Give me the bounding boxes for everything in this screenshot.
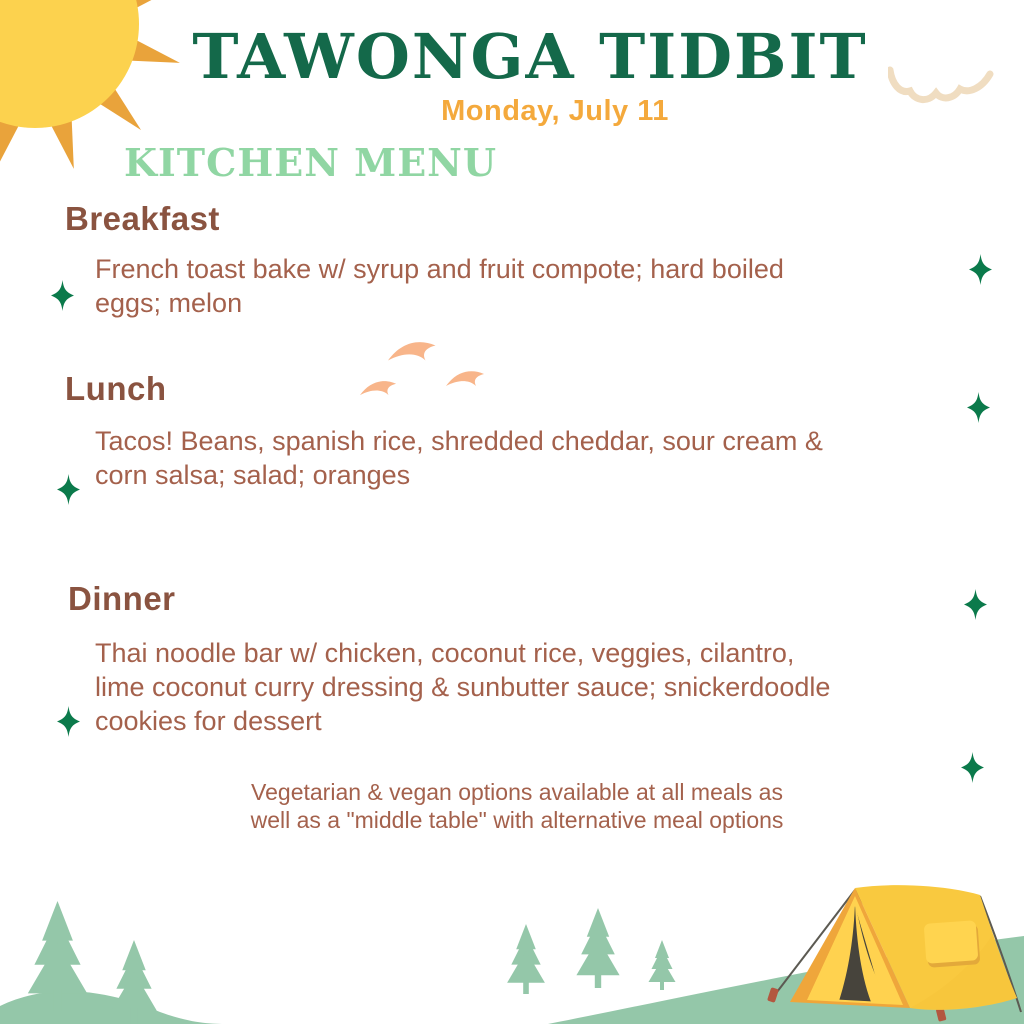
sparkle-icon <box>960 752 985 783</box>
kitchen-menu-heading: KITCHEN MENU <box>124 140 498 185</box>
tent-icon <box>755 880 1024 1022</box>
newsletter-title: TAWONGA TIDBIT <box>192 20 868 93</box>
newsletter-date: Monday, July 11 <box>441 95 669 127</box>
pine-tree-icon <box>507 924 545 994</box>
meal-name-lunch: Lunch <box>65 370 167 407</box>
sparkle-icon <box>56 706 81 737</box>
flying-birds-icon <box>358 334 528 409</box>
meal-name-breakfast: Breakfast <box>65 200 220 237</box>
meal-description-lunch: Tacos! Beans, spanish rice, shredded cheddar, sour cream & corn salsa; salad; oranges <box>95 426 823 490</box>
sparkle-icon <box>56 474 81 505</box>
pine-tree-icon <box>649 940 676 990</box>
dietary-options-note: Vegetarian & vegan options available at all meals as well as a "middle table" with alternative meal options <box>250 779 784 833</box>
meal-name-dinner: Dinner <box>68 580 176 617</box>
sparkle-icon <box>50 280 75 311</box>
sparkle-icon <box>966 392 991 423</box>
sparkle-icon <box>963 589 988 620</box>
meal-description-dinner: Thai noodle bar w/ chicken, coconut rice, veggies, cilantro, lime coconut curry dressing & sunbutter sauce; snickerdoodle cookies for dessert <box>95 638 831 736</box>
sparkle-icon <box>968 254 993 285</box>
pine-tree-icon <box>576 908 619 988</box>
meal-description-breakfast: French toast bake w/ syrup and fruit compote; hard boiled eggs; melon <box>95 254 784 318</box>
